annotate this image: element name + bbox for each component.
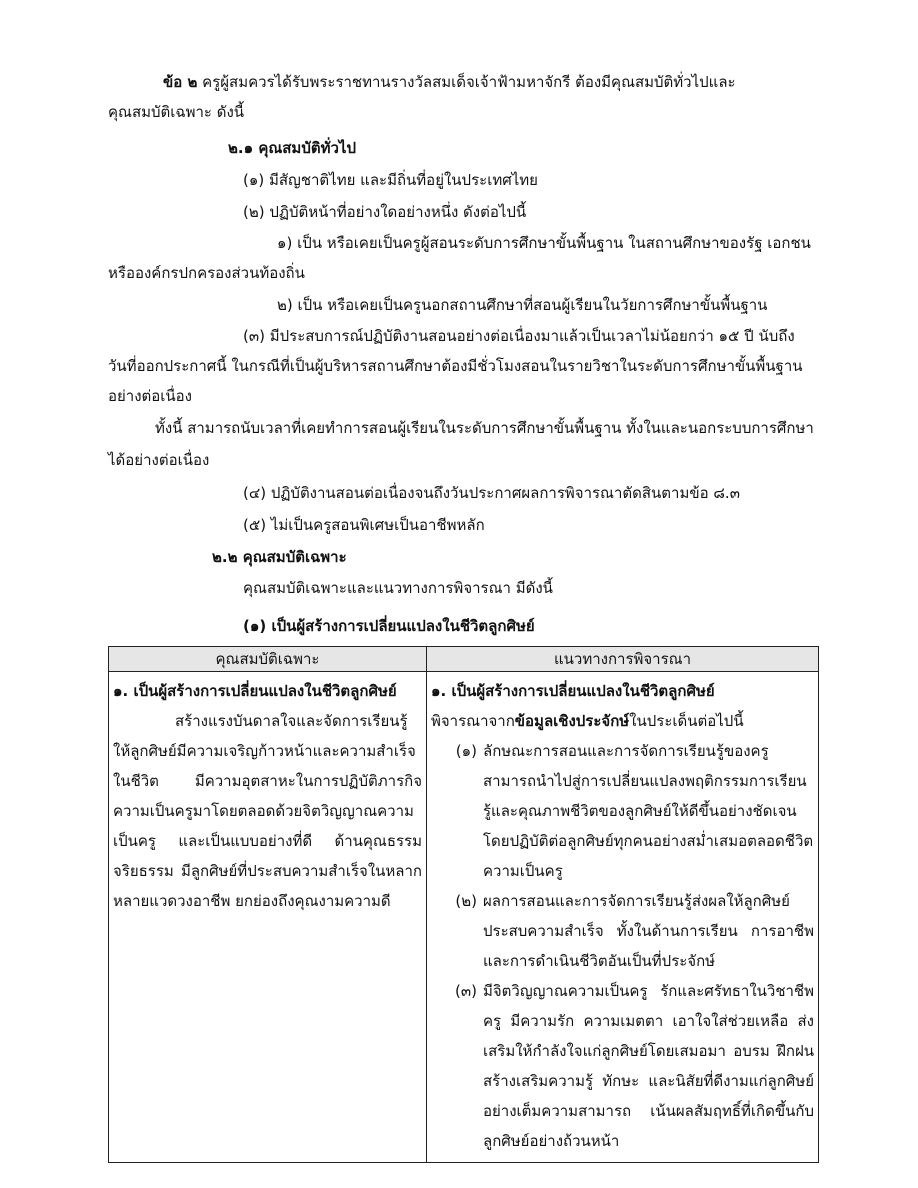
general-item-2-2: ๒) เป็น หรือเคยเป็นครูนอกสถานศึกษาที่สอนผู้เรียนในวัยการศึกษาขั้นพื้นฐาน (277, 296, 768, 314)
guideline-intro-a: พิจารณาจาก (431, 712, 515, 730)
general-item-3-b: วันที่ออกประกาศนี้ ในกรณีที่เป็นผู้บริหารสถานศึกษาต้องมีชั่วโมงสอนในรายวิชาในระดับการศึกษาขั้นพื้นฐาน (108, 357, 803, 375)
general-item-4: (๔) ปฏิบัติงานสอนต่อเนื่องจนถึงวันประกาศผลการพิจารณาตัดสินตามข้อ ๘.๓ (243, 484, 740, 502)
guideline-item-2-num: (๒) (455, 892, 477, 910)
list-item (431, 886, 814, 976)
clause-text: ครูผู้สมควรได้รับพระราชทานรางวัลสมเด็จเจ้าฟ้ามหาจักรี ต้องมีคุณสมบัติทั่วไปและ (202, 73, 736, 91)
clause-line-1 (163, 72, 818, 92)
clause-line-2: คุณสมบัติเฉพาะ ดังนี้ (108, 103, 245, 121)
guideline-item-3-num: (๓) (455, 982, 477, 1000)
guideline-item-3-text: มีจิตวิญญาณความเป็นครู รักและศรัทธาในวิชาชีพครู มีความรัก ความเมตตา เอาใจใส่ช่วยเหลือ ส่งเสริมให้กำลังใจแก่ลูกศิษย์โดยเสมอมา อบรม ฝึกฝน สร้างเสริมความรู้ ทักษะ และนิสัยที่ดีงามแก่ลูกศิษย์อย่างเต็มความสามารถ เน้นผลสัมฤทธิ์ที่เกิดขึ้นกับลูกศิษย์อย่างถ้วนหน้า (483, 982, 814, 1150)
criteria-table (108, 646, 819, 1163)
guideline-intro-b: ในประเด็นต่อไปนี้ (629, 712, 744, 730)
clause-heading: ข้อ ๒ (163, 73, 198, 91)
general-item-3-c: อย่างต่อเนื่อง (108, 387, 193, 405)
qualification-cell (109, 672, 427, 1163)
general-item-2-1-b: หรือองค์กรปกครองส่วนท้องถิ่น (108, 264, 305, 282)
guideline-intro (431, 706, 814, 736)
specific-heading: ๒.๒ คุณสมบัติเฉพาะ (212, 548, 347, 566)
col-header-qualification: คุณสมบัติเฉพาะ (109, 647, 427, 672)
table-header-row (109, 647, 819, 672)
general-item-5: (๕) ไม่เป็นครูสอนพิเศษเป็นอาชีพหลัก (243, 516, 485, 534)
guideline-intro-bold: ข้อมูลเชิงประจักษ์ (514, 712, 630, 730)
guideline-cell (427, 672, 819, 1163)
general-item-2: (๒) ปฏิบัติหน้าที่อย่างใดอย่างหนึ่ง ดังต่อไปนี้ (243, 203, 527, 221)
general-note-b: ได้อย่างต่อเนื่อง (108, 451, 210, 469)
general-note-a: ทั้งนี้ สามารถนับเวลาที่เคยทำการสอนผู้เรียนในระดับการศึกษาขั้นพื้นฐาน ทั้งในและนอกระบบการศึกษา (155, 419, 814, 437)
qualification-title: ๑. เป็นผู้สร้างการเปลี่ยนแปลงในชีวิตลูกศิษย์ (113, 682, 397, 700)
general-item-1: (๑) มีสัญชาติไทย และมีถิ่นที่อยู่ในประเทศไทย (243, 171, 538, 189)
guideline-item-1-text: ลักษณะการสอนและการจัดการเรียนรู้ของครูสามารถนำไปสู่การเปลี่ยนแปลงพฤติกรรมการเรียนรู้และคุณภาพชีวิตของลูกศิษย์ให้ดีขึ้นอย่างชัดเจน โดยปฏิบัติต่อลูกศิษย์ทุกคนอย่างสม่ำเสมอตลอดชีวิตความเป็นครู (483, 742, 814, 880)
col-header-guideline: แนวทางการพิจารณา (427, 647, 819, 672)
qualification-body: สร้างแรงบันดาลใจและจัดการเรียนรู้ให้ลูกศิษย์มีความเจริญก้าวหน้าและความสำเร็จในชีวิต มีความอุตสาหะในการปฏิบัติภารกิจความเป็นครูมาโดยตลอดด้วยจิตวิญญาณความเป็นครู และเป็นแบบอย่างที่ดี ด้านคุณธรรมจริยธรรม มีลูกศิษย์ที่ประสบความสำเร็จในหลากหลายแวดวงอาชีพ ยกย่องถึงคุณงามความดี (113, 712, 422, 910)
list-item (431, 736, 814, 886)
general-item-2-1-a: ๑) เป็น หรือเคยเป็นครูผู้สอนระดับการศึกษาขั้นพื้นฐาน ในสถานศึกษาของรัฐ เอกชน (277, 234, 811, 252)
specific-intro: คุณสมบัติเฉพาะและแนวทางการพิจารณา มีดังนี้ (243, 579, 553, 597)
list-item (431, 976, 814, 1156)
specific-sub-heading: (๑) เป็นผู้สร้างการเปลี่ยนแปลงในชีวิตลูกศิษย์ (243, 617, 535, 635)
guideline-item-1-num: (๑) (455, 742, 477, 760)
guideline-item-2-text: ผลการสอนและการจัดการเรียนรู้ส่งผลให้ลูกศิษย์ประสบความสำเร็จ ทั้งในด้านการเรียน การอาชีพ และการดำเนินชีวิตอันเป็นที่ประจักษ์ (483, 892, 814, 970)
guideline-title: ๑. เป็นผู้สร้างการเปลี่ยนแปลงในชีวิตลูกศิษย์ (431, 682, 715, 700)
general-heading: ๒.๑ คุณสมบัติทั่วไป (228, 139, 356, 157)
general-item-3-a: (๓) มีประสบการณ์ปฏิบัติงานสอนอย่างต่อเนื่องมาแล้วเป็นเวลาไม่น้อยกว่า ๑๕ ปี นับถึง (243, 327, 795, 345)
table-row (109, 672, 819, 1163)
